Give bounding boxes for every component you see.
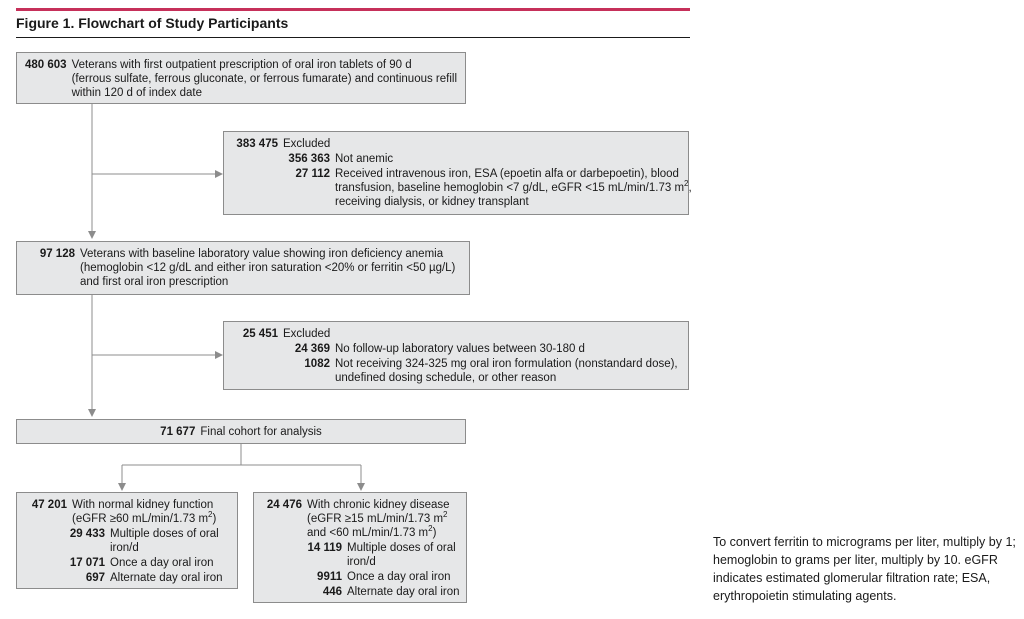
excl-criteria-suffix: , (688, 182, 692, 194)
normal-line-2-sup: 2 (208, 510, 213, 520)
excl-criteria-line-1: Received intravenous iron, ESA (epoetin alfa or darbepoetin), blood (335, 168, 679, 180)
box-excluded-2 (223, 321, 689, 390)
count-normal-multiple: 29 433 (69, 528, 105, 540)
count-normal-once: 17 071 (69, 557, 105, 569)
count-excluded-2: 25 451 (242, 328, 278, 340)
ckd-line-3: and <60 mL/min/1.73 m (307, 527, 429, 539)
ckd-line-2: (eGFR ≥15 mL/min/1.73 m (307, 513, 444, 525)
ckd-alternate-label: Alternate day oral iron (347, 586, 460, 598)
nonstandard-line-2: undefined dosing schedule, or other reason (335, 372, 557, 384)
count-excluded-1: 383 475 (236, 138, 278, 150)
ckd-line-2-sup: 2 (443, 510, 448, 520)
ckd-multiple-line-1: Multiple doses of oral (347, 542, 456, 554)
ckd-line-3-end: ) (432, 527, 437, 539)
ida-line-3: and first oral iron prescription (80, 276, 229, 288)
count-ckd-once: 9911 (317, 571, 342, 583)
box-final-cohort (16, 419, 466, 444)
box-ckd (253, 492, 467, 603)
count-ckd-multiple: 14 119 (307, 542, 342, 554)
ida-line-1: Veterans with baseline laboratory value showing iron deficiency anemia (80, 248, 444, 260)
box-ida-cohort (16, 241, 470, 295)
normal-once-label: Once a day oral iron (110, 557, 214, 569)
count-initial: 480 603 (25, 59, 67, 71)
box-excluded-1 (223, 131, 692, 215)
ckd-once-label: Once a day oral iron (347, 571, 451, 583)
normal-multiple-line-1: Multiple doses of oral (110, 528, 219, 540)
accent-rule (16, 8, 690, 11)
count-normal: 47 201 (31, 499, 67, 511)
count-excluded-criteria: 27 112 (295, 168, 330, 180)
count-ckd-alternate: 446 (322, 586, 342, 598)
count-ckd: 24 476 (266, 499, 302, 511)
final-label: Final cohort for analysis (200, 426, 322, 438)
ida-line-2: (hemoglobin <12 g/dL and either iron saturation <20% or ferritin <50 µg/L) (80, 262, 456, 274)
initial-line-1: Veterans with first outpatient prescription of oral iron tablets of 90 d (71, 59, 412, 71)
count-final: 71 677 (160, 426, 196, 438)
box-normal-kidney (16, 492, 238, 589)
no-followup-label: No follow-up laboratory values between 30-180 d (335, 343, 585, 355)
nonstandard-line-1: Not receiving 324-325 mg oral iron formulation (nonstandard dose), (335, 358, 678, 370)
excl-criteria-line-2: transfusion, baseline hemoglobin <7 g/dL, eGFR <15 mL/min/1.73 m (335, 182, 685, 194)
normal-line-2: (eGFR ≥60 mL/min/1.73 m (72, 513, 209, 525)
normal-line-2-end: ) (212, 513, 217, 525)
excluded-1-label: Excluded (283, 138, 331, 150)
count-normal-alternate: 697 (85, 572, 105, 584)
initial-line-3: within 120 d of index date (71, 87, 203, 99)
ckd-line-1: With chronic kidney disease (307, 499, 450, 511)
excluded-2-label: Excluded (283, 328, 331, 340)
normal-line-1: With normal kidney function (72, 499, 214, 511)
count-ida: 97 128 (39, 248, 75, 260)
ckd-line-3-sup: 2 (428, 524, 433, 534)
footnote: To convert ferritin to micrograms per liter, multiply by 1; hemoglobin to grams per liter, multiply by 10. eGFR indicates estimated glomerular filtration rate; ESA, erythropoietin stimulating agents. (713, 535, 1016, 603)
ckd-multiple-line-2: iron/d (347, 556, 376, 568)
box-initial-cohort (16, 52, 466, 104)
count-nonstandard: 1082 (304, 358, 330, 370)
normal-multiple-line-2: iron/d (110, 542, 139, 554)
title-rule (16, 37, 690, 38)
not-anemic-label: Not anemic (335, 153, 394, 165)
count-not-anemic: 356 363 (288, 153, 330, 165)
normal-alternate-label: Alternate day oral iron (110, 572, 223, 584)
excl-criteria-sup: 2 (684, 179, 689, 189)
initial-line-2: (ferrous sulfate, ferrous gluconate, or ferrous fumarate) and continuous refill (71, 73, 458, 85)
count-no-followup: 24 369 (294, 343, 330, 355)
figure-title: Figure 1. Flowchart of Study Participants (16, 15, 289, 31)
excl-criteria-line-3: receiving dialysis, or kidney transplant (335, 196, 529, 208)
